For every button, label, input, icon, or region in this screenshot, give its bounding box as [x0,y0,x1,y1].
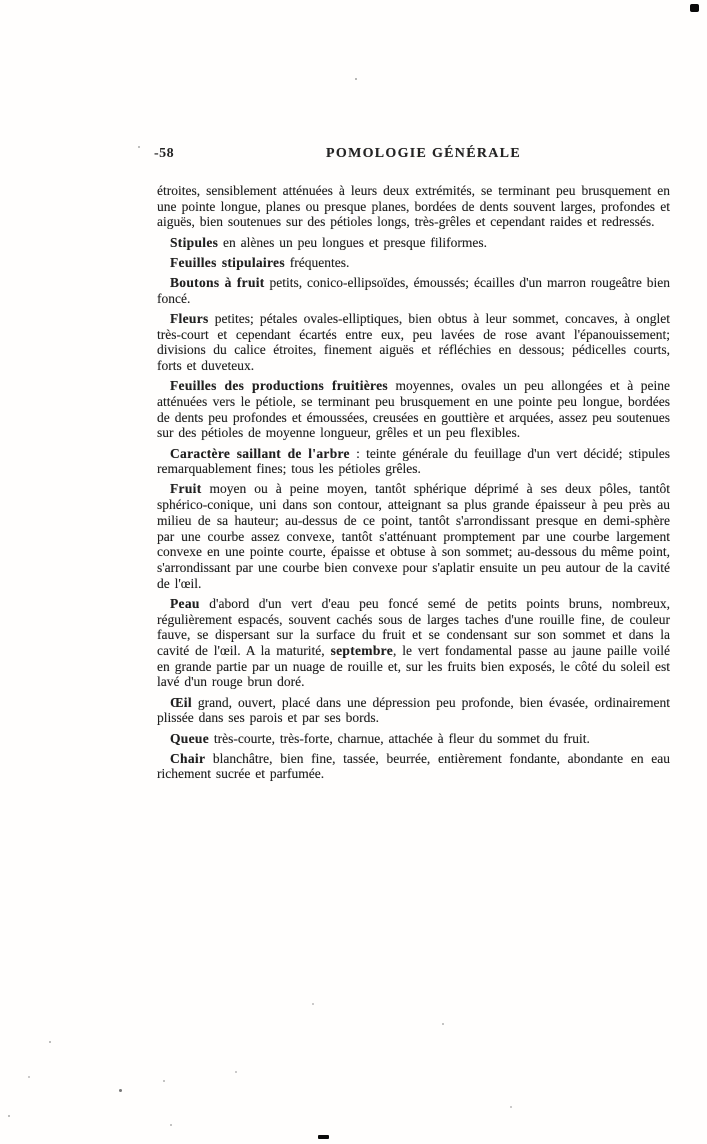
paragraph-text: fréquentes. [284,254,350,270]
headword-queue: Queue [170,730,210,746]
paragraph-text: moyen ou à peine moyen, tantôt sphérique déprimé à ses deux pôles, tantôt sphérico-conique, uni dans son contour, atteignant sa plus grande épaisseur à peu près au milieu de sa hauteur; au-dessus de ce point, tantôt s'arrondissant presque en demi-sphère par une courbe assez convexe, tantôt s'atténuant promptement par une courbe largement convexe en une pointe courte, épaisse et obtuse à son sommet; au-dessous du même point, s'arrondissant par une courbe bien convexe pour s'aplatir ensuite un peu autour de la cavité de l'œil. [157,481,670,591]
scan-speck [163,1080,165,1082]
paragraph-queue [157,731,670,747]
paragraph-oeil [157,695,670,726]
scan-speck [49,1041,51,1043]
paragraph-text: : teinte générale du feuillage d'un vert décidé; stipules remarquablement fines; tous les pétioles grêles. [157,445,670,477]
page-number: -58 [154,146,175,161]
paragraph-intro [157,183,670,230]
scan-speck [170,1124,172,1126]
paragraph-feuilles-productions [157,378,670,441]
paragraph-text: étroites, sensiblement atténuées à leurs deux extrémités, se terminant peu brusquement en une pointe longue, planes ou presque planes, bordées de dents souvent larges, profondes et aiguës, bien soutenues sur des pétioles longs, très-grêles et cependant raides et redressés. [157,183,670,230]
headword-boutons-a-fruit: Boutons à fruit [170,275,265,291]
headword-fleurs: Fleurs [170,310,209,326]
scan-speck [138,146,140,148]
paragraph-text: en alènes un peu longues et presque filiformes. [218,234,487,250]
scan-speck [119,1089,122,1092]
paragraph-fleurs [157,311,670,374]
paragraph-text: très-courte, très-forte, charnue, attachée à fleur du sommet du fruit. [209,730,590,746]
headword-feuilles-stipulaires: Feuilles stipulaires [170,254,285,270]
scan-blot-top-right [690,4,699,12]
paragraph-fruit [157,481,670,591]
headword-oeil: Œil [170,694,192,710]
scan-speck [312,1003,314,1005]
scan-speck [442,1023,444,1025]
paragraph-text: , le vert fondamental passe au jaune paille voilé en grande partie par un nuage de rouille et, sur les fruits bien exposés, le côté du soleil est lavé d'un rouge brun doré. [157,642,671,690]
headword-feuilles-productions: Feuilles des productions fruitières [170,378,388,394]
paragraph-text: grand, ouvert, placé dans une dépression peu profonde, bien évasée, ordinairement plissée dans ses parois et par ses bords. [157,694,670,726]
paragraph-peau [157,596,670,690]
paragraph-text: moyennes, ovales un peu allongées et à peine atténuées vers le pétiole, se terminant peu brusquement en une pointe peu longue, bordées de dents peu profondes et émoussées, creusées en gouttière et arquées, assez peu soutenues sur des pétioles de moyenne longueur, grêles et un peu flexibles. [157,378,671,441]
paragraph-feuilles-stipulaires [157,255,670,271]
paragraph-boutons-a-fruit [157,275,670,306]
scan-blot-bottom-center [318,1135,329,1139]
headword-fruit: Fruit [170,481,202,497]
paragraph-text: d'abord d'un vert d'eau peu foncé semé de petits points bruns, nombreux, régulièrement espacés, souvent cachés sous de larges taches d'une rouille fine, de couleur fauve, se dispersant sur la surface du fruit et se condensant sur son sommet et dans la cavité de l'œil. A la maturité, [157,595,670,658]
headword-stipules: Stipules [170,234,219,250]
paragraph-text: petites; pétales ovales-elliptiques, bien obtus à leur sommet, concaves, à onglet très-court et cependant écartés entre eux, peu lavées de rose avant l'épanouissement; divisions du calice étroites, finement aiguës et réfléchies en dessous; pédicelles courts, forts et duveteux. [157,310,670,374]
running-title: POMOLOGIE GÉNÉRALE [326,146,521,161]
scan-speck [28,1076,30,1078]
scan-speck [235,1071,237,1073]
paragraph-text: petits, conico-ellipsoïdes, émoussés; écailles d'un marron rougeâtre bien foncé. [157,275,670,306]
headword-caractere-saillant: Caractère saillant de l'arbre [170,445,350,461]
paragraph-stipules [157,235,670,251]
paragraph-chair [157,751,670,782]
scan-speck [355,78,357,80]
scan-speck [510,1106,512,1108]
bold-word-septembre: septembre [330,642,393,658]
headword-peau: Peau [170,595,200,611]
scan-speck [8,1115,10,1117]
headword-chair: Chair [170,750,206,766]
paragraph-caractere-saillant [157,446,670,477]
text-block [157,183,670,782]
paragraph-text: blanchâtre, bien fine, tassée, beurrée, entièrement fondante, abondante en eau richement sucrée et parfumée. [157,750,670,782]
